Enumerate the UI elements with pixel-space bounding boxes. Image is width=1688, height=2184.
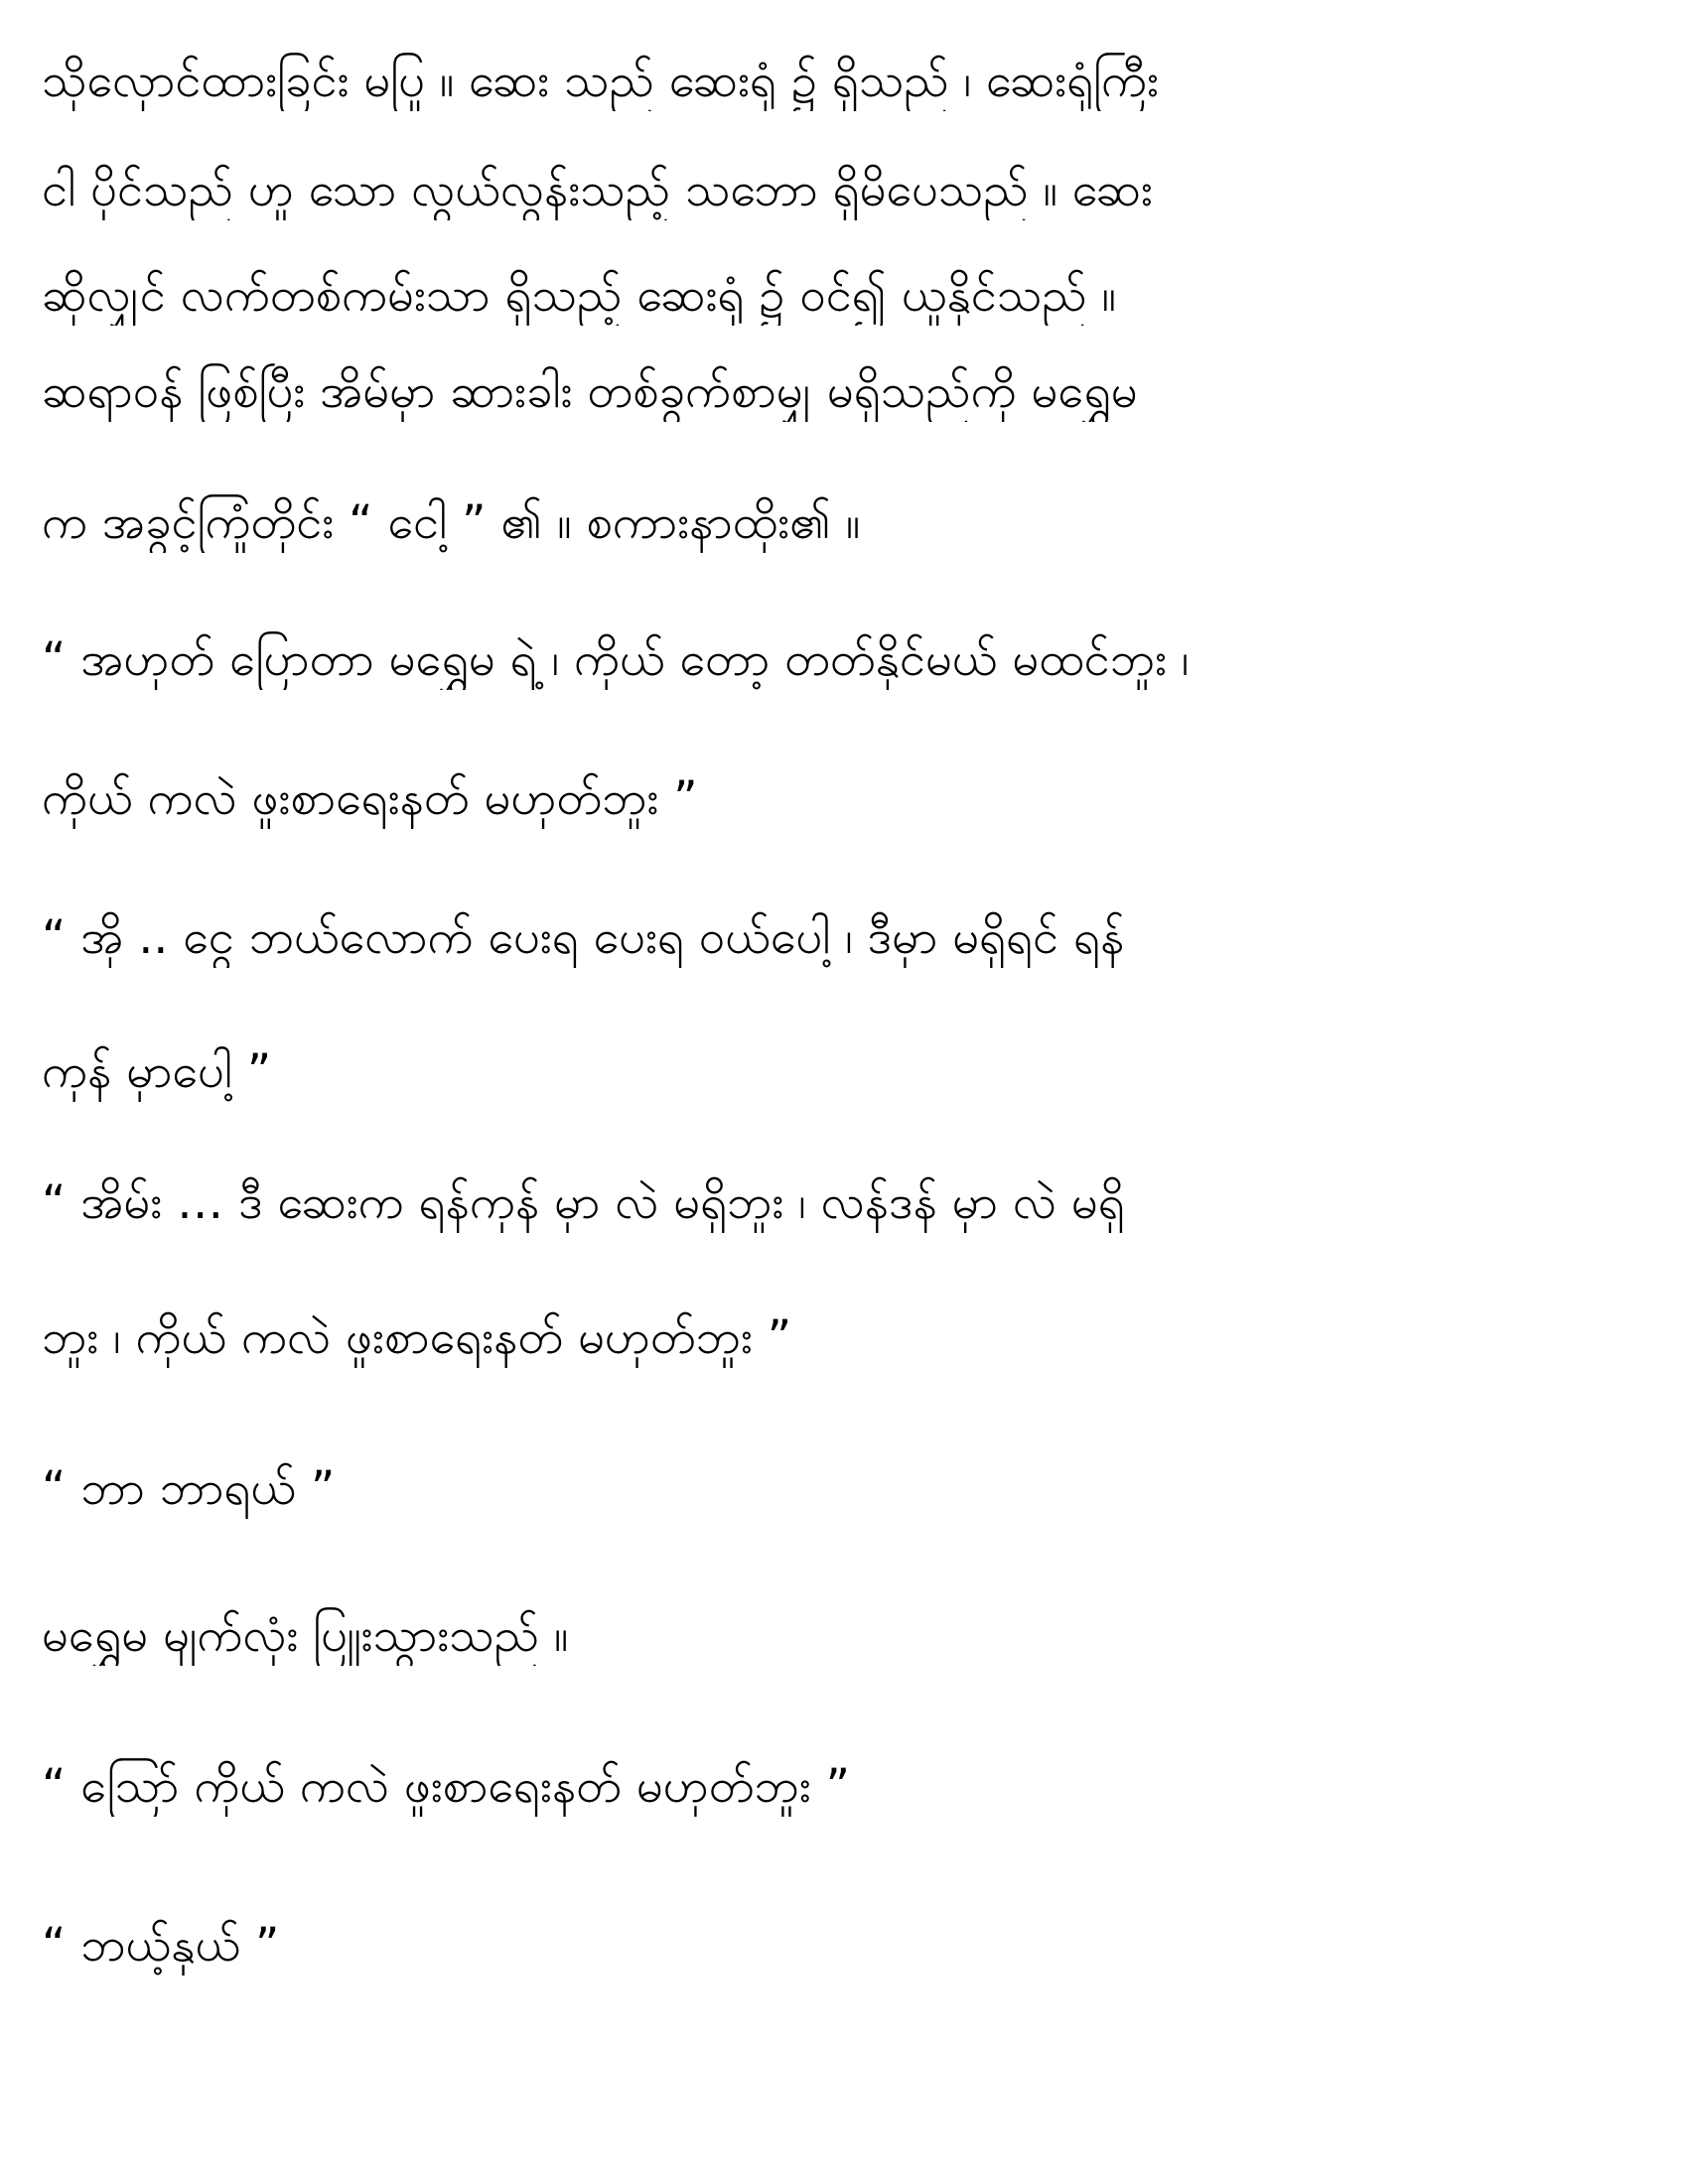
text-line: ဘူး ၊ ကိုယ် ကလဲ ဖူးစာရေးနတ် မဟုတ်ဘူး ”: [42, 1310, 792, 1365]
text-line: ငါ ပိုင်သည် ဟူ သော လွယ်လွန်းသည့် သဘော ရှိမိပေသည် ။ ဆေး: [42, 163, 1153, 217]
text-line: “ ဘယ့်နှယ် ”: [42, 1918, 280, 1973]
text-line: “ အဟုတ် ပြောတာ မရွှေမ ရဲ့ ၊ ကိုယ် တော့ တတ်နိုင်မယ် မထင်ဘူး ၊: [42, 632, 1190, 687]
text-line: သိုလှောင်ထားခြင်း မပြု ။ ဆေး သည် ဆေးရုံ ၌ ရှိသည် ၊ ဆေးရုံကြီး: [42, 54, 1159, 108]
text-line: ဆိုလျှင် လက်တစ်ကမ်းသာ ရှိသည့် ဆေးရုံ ၌ ဝင်၍ ယူနိုင်သည် ။: [42, 268, 1116, 323]
text-line: “ သြော် ကိုယ် ကလဲ ဖူးစာရေးနတ် မဟုတ်ဘူး ”: [42, 1759, 850, 1814]
text-line: မရွှေမ မျက်လုံး ပြူးသွားသည် ။: [42, 1608, 569, 1663]
text-line: “ အိမ်း … ဒီ ဆေးက ရန်ကုန် မှာ လဲ မရှိဘူး ၊ လန်ဒန် မှာ လဲ မရှိ: [42, 1175, 1125, 1230]
text-line: “ အို .. ငွေ ဘယ်လောက် ပေးရ ပေးရ ဝယ်ပေါ့ ၊ ဒီမှာ မရှိရင် ရန်: [42, 910, 1125, 965]
text-line: “ ဘာ ဘာရယ် ”: [42, 1461, 336, 1516]
text-line: ဆရာဝန် ဖြစ်ပြီး အိမ်မှာ ဆားခါး တစ်ခွက်စာမျှ မရှိသည်ကို မရွှေမ: [42, 364, 1138, 419]
text-line: ကိုယ် ကလဲ ဖူးစာရေးနတ် မဟုတ်ဘူး ”: [42, 771, 698, 826]
text-line: က အခွင့်ကြုံတိုင်း “ ငေါ့ ” ၏ ။ စကားနာထိုး၏ ။: [42, 495, 861, 550]
text-line: ကုန် မှာပေါ့ ”: [42, 1044, 272, 1099]
